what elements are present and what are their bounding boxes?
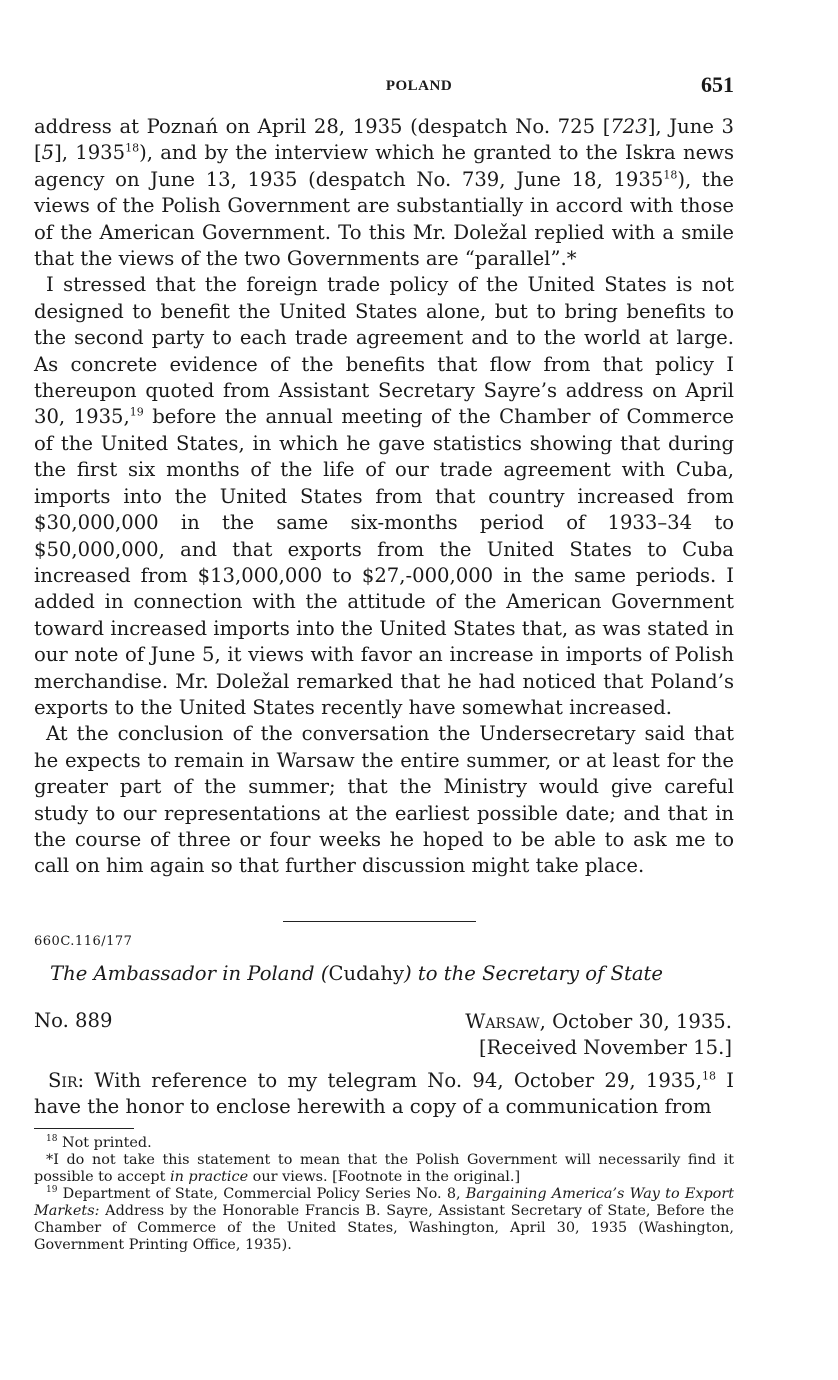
footnote-mark-19: 19 <box>46 1185 58 1196</box>
p1-text-d: ), and by the interview which he granted to the Iskra news agency on June 13, 1935 (despatch No. 739, June 18, 1935 <box>34 141 734 191</box>
footnote-18-text: Not printed. <box>57 1135 152 1151</box>
file-number: 660C.116/177 <box>34 934 133 949</box>
heading-part-a: The Ambassador in Poland ( <box>50 962 329 985</box>
p1-italic-b: 5 <box>41 141 55 165</box>
footnote-19-text-b: Address by the Honorable Francis B. Sayre, Assistant Secretary of State, Before the Chamber of Commerce of the United States, Washington, April 30, 1935 (Washington, Government Printing Office, 1935). <box>34 1203 734 1253</box>
footnote-star-text-a: *I do not take this statement to mean that the Polish Government will necessarily find it possible to accept <box>34 1152 734 1185</box>
document-heading <box>50 962 730 985</box>
footnote-star-text-b: our views. [Footnote in the original.] <box>248 1169 521 1185</box>
received-date: [Received November 15.] <box>479 1036 732 1059</box>
footnote-ref-18: 18 <box>701 1069 716 1083</box>
section-divider <box>283 921 476 922</box>
footnote-19-text-a: Department of State, Commercial Policy Series No. 8, <box>57 1186 466 1202</box>
footnotes <box>34 1135 734 1254</box>
footnote-19 <box>34 1186 734 1254</box>
footnote-rule <box>34 1128 134 1129</box>
paragraph-2 <box>34 272 734 721</box>
body-text <box>34 114 734 880</box>
footnote-star-italic: in practice <box>169 1169 249 1185</box>
paragraph-1 <box>34 114 734 272</box>
letter-opening <box>34 1068 734 1121</box>
p1-text-e: ), the views of the Polish Government are substantially in accord with those of the American Government. To this Mr. Doležal replied with a smile that the views of the two Governments are “parallel”.* <box>34 167 734 271</box>
dateline <box>465 1010 732 1033</box>
p2-text-a: I stressed that the foreign trade policy of the United States is not designed to benefit the United States alone, but to bring benefits to the second party to each trade agreement and to the world at large. As concrete evidence of the benefits that flow from that policy I thereupon quoted from Assistant Secretary Sayre’s address on April 30, 1935, <box>34 273 734 429</box>
heading-part-c: ) to the Secretary of State <box>404 962 664 985</box>
running-head <box>0 72 838 102</box>
p1-italic-a: 723 <box>610 115 648 138</box>
footnote-19-italic: Bargaining America’s Way to Export Markets: <box>34 1186 734 1219</box>
footnote-18 <box>34 1135 734 1152</box>
letter-text-a: : With reference to my telegram No. 94, October 29, 1935, <box>77 1069 702 1092</box>
p1-text-b: ], June 3 [ <box>34 115 734 165</box>
dateline-date: , October 30, 1935. <box>539 1010 732 1033</box>
letter-text-b: I have the honor to enclose herewith a copy of a communication from <box>34 1069 734 1119</box>
paragraph-3: At the conclusion of the conversation the Undersecretary said that he expects to remain in Warsaw the entire summer, or at least for the greater part of the summer; that the Ministry would give careful study to our representations at the earliest possible date; and that in the course of three or four weeks he hoped to be able to ask me to call on him again so that further discussion might take place. <box>34 722 734 878</box>
p1-text-c: ], 1935 <box>54 141 126 165</box>
heading-name: Cudahy <box>328 962 405 985</box>
page-number: 651 <box>701 72 734 97</box>
running-title: POLAND <box>385 78 453 94</box>
footnote-star <box>34 1152 734 1186</box>
footnote-mark-18: 18 <box>46 1134 58 1145</box>
despatch-number: No. 889 <box>34 1009 113 1032</box>
footnote-ref-18: 18 <box>125 141 140 155</box>
p1-text-a: address at Poznań on April 28, 1935 (despatch No. 725 [ <box>34 115 611 138</box>
dateline-place: Warsaw <box>465 1010 540 1033</box>
footnote-ref-19: 19 <box>129 405 144 419</box>
p2-text-b: before the annual meeting of the Chamber of Commerce of the United States, in which he gave statistics showing that during the first six months of the life of our trade agreement with Cuba, imports into the United States from that country increased from $30,000,000 in the same six-months period of 1933–34 to $50,000,000, and that exports from the United States to Cuba increased from $13,000,000 to $27,-000,000 in the same periods. I added in connection with the attitude of the American Government toward increased imports into the United States that, as was stated in our note of June 5, it views with favor an increase in imports of Polish merchandise. Mr. Doležal remarked that he had noticed that Poland’s exports to the United States recently have somewhat increased. <box>34 405 734 719</box>
footnote-ref-18: 18 <box>663 168 678 182</box>
salutation: Sir <box>48 1069 78 1092</box>
